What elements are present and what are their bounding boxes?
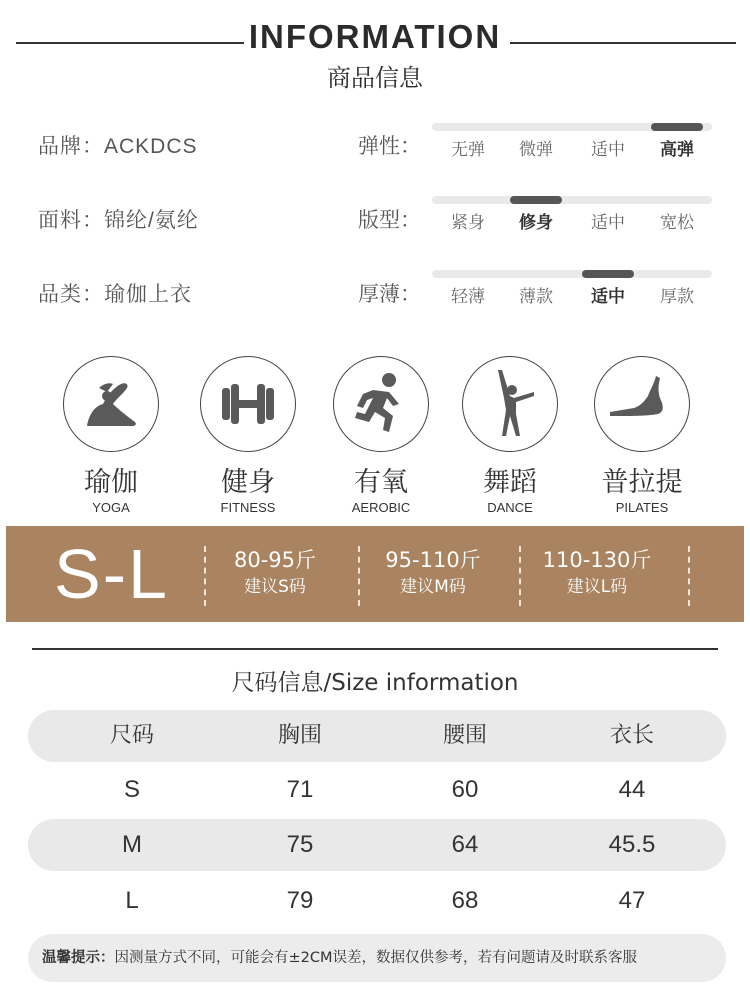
weight-range: 80-95斤 — [233, 548, 317, 572]
activity-aerobic — [333, 356, 429, 515]
scale-option: 适中 — [591, 213, 625, 233]
activity-cn-label: 健身 — [221, 467, 275, 498]
activity-cn-label: 普拉提 — [601, 467, 683, 498]
activity-dance — [462, 356, 558, 515]
scale-option: 薄款 — [519, 287, 553, 307]
length-cell: 44 — [618, 776, 646, 803]
scale-option: 厚款 — [660, 287, 694, 307]
yoga-pose-icon — [63, 356, 159, 452]
weight-range: 110-130斤 — [542, 548, 652, 572]
banner-divider — [688, 546, 690, 606]
activity-en-label: AEROBIC — [351, 500, 411, 515]
table-row — [28, 764, 726, 816]
size-range-text: S-L — [54, 535, 169, 613]
scale-option: 轻薄 — [451, 287, 485, 307]
length-cell: 45.5 — [608, 831, 656, 858]
note-label: 温馨提示： — [42, 950, 115, 966]
chest-cell: 75 — [286, 831, 314, 858]
header-cell: 胸围 — [277, 723, 322, 748]
waist-cell: 64 — [451, 831, 479, 858]
size-range-banner — [6, 526, 744, 622]
size-suggestion: 建议S码 — [244, 577, 306, 597]
activity-en-label: PILATES — [615, 500, 669, 515]
table-row — [28, 875, 726, 927]
activity-en-label: YOGA — [92, 500, 130, 515]
dumbbell-icon — [200, 356, 296, 452]
scale-marker — [651, 123, 703, 131]
size-suggestion: 建议M码 — [400, 577, 466, 597]
scale-option: 高弹 — [660, 140, 694, 160]
chest-cell: 79 — [286, 887, 314, 914]
fit-label: 版型： — [358, 208, 421, 232]
title-english: INFORMATION — [248, 18, 502, 55]
header-cell: 腰围 — [442, 723, 487, 748]
scale-option: 适中 — [591, 287, 625, 307]
length-cell: 47 — [618, 887, 646, 914]
activity-cn-label: 有氧 — [354, 467, 408, 498]
size-section-divider — [32, 648, 718, 650]
activity-yoga — [63, 356, 159, 515]
scale-option: 适中 — [591, 140, 625, 160]
scale-marker — [510, 196, 562, 204]
scale-track — [432, 196, 712, 204]
waist-cell: 60 — [451, 776, 479, 803]
scale-option: 无弹 — [451, 140, 485, 160]
measurement-note — [28, 934, 726, 982]
size-cell: M — [122, 831, 142, 858]
title-chinese: 商品信息 — [327, 64, 423, 92]
elasticity-label: 弹性： — [358, 134, 421, 158]
brand-label: 品牌：ACKDCS — [38, 135, 198, 158]
activity-pilates — [594, 356, 690, 515]
waist-cell: 68 — [451, 887, 479, 914]
thickness-label: 厚薄： — [358, 282, 421, 306]
size-cell: S — [123, 776, 140, 803]
size-table-header — [28, 710, 726, 762]
header-cell: 衣长 — [609, 723, 654, 748]
banner-divider — [519, 546, 521, 606]
scale-option: 紧身 — [451, 213, 485, 233]
table-row — [28, 819, 726, 871]
size-suggestion: 建议L码 — [566, 577, 628, 597]
size-table-title: 尺码信息/Size information — [231, 670, 519, 696]
banner-rec-m — [358, 546, 508, 600]
dancer-icon — [462, 356, 558, 452]
note-text: 因测量方式不同，可能会有±2CM误差，数据仅供参考，若有问题请及时联系客服 — [114, 950, 638, 966]
pilates-pose-icon — [594, 356, 690, 452]
scale-track — [432, 270, 712, 278]
activity-fitness — [200, 356, 296, 515]
runner-icon — [333, 356, 429, 452]
scale-option: 修身 — [519, 213, 553, 233]
scale-option: 宽松 — [660, 213, 694, 233]
weight-range: 95-110斤 — [385, 548, 481, 572]
header-cell: 尺码 — [109, 723, 154, 748]
banner-rec-l — [522, 546, 672, 600]
fabric-label: 面料：锦纶/氨纶 — [38, 209, 199, 232]
activity-cn-label: 舞蹈 — [483, 467, 537, 498]
scale-option: 微弹 — [519, 140, 553, 160]
category-label: 品类：瑜伽上衣 — [38, 283, 192, 306]
size-cell: L — [125, 887, 139, 914]
scale-marker — [582, 270, 634, 278]
chest-cell: 71 — [286, 776, 314, 803]
activity-en-label: FITNESS — [220, 500, 276, 515]
activity-cn-label: 瑜伽 — [84, 467, 138, 498]
banner-rec-s — [200, 546, 350, 600]
activity-en-label: DANCE — [487, 500, 533, 515]
